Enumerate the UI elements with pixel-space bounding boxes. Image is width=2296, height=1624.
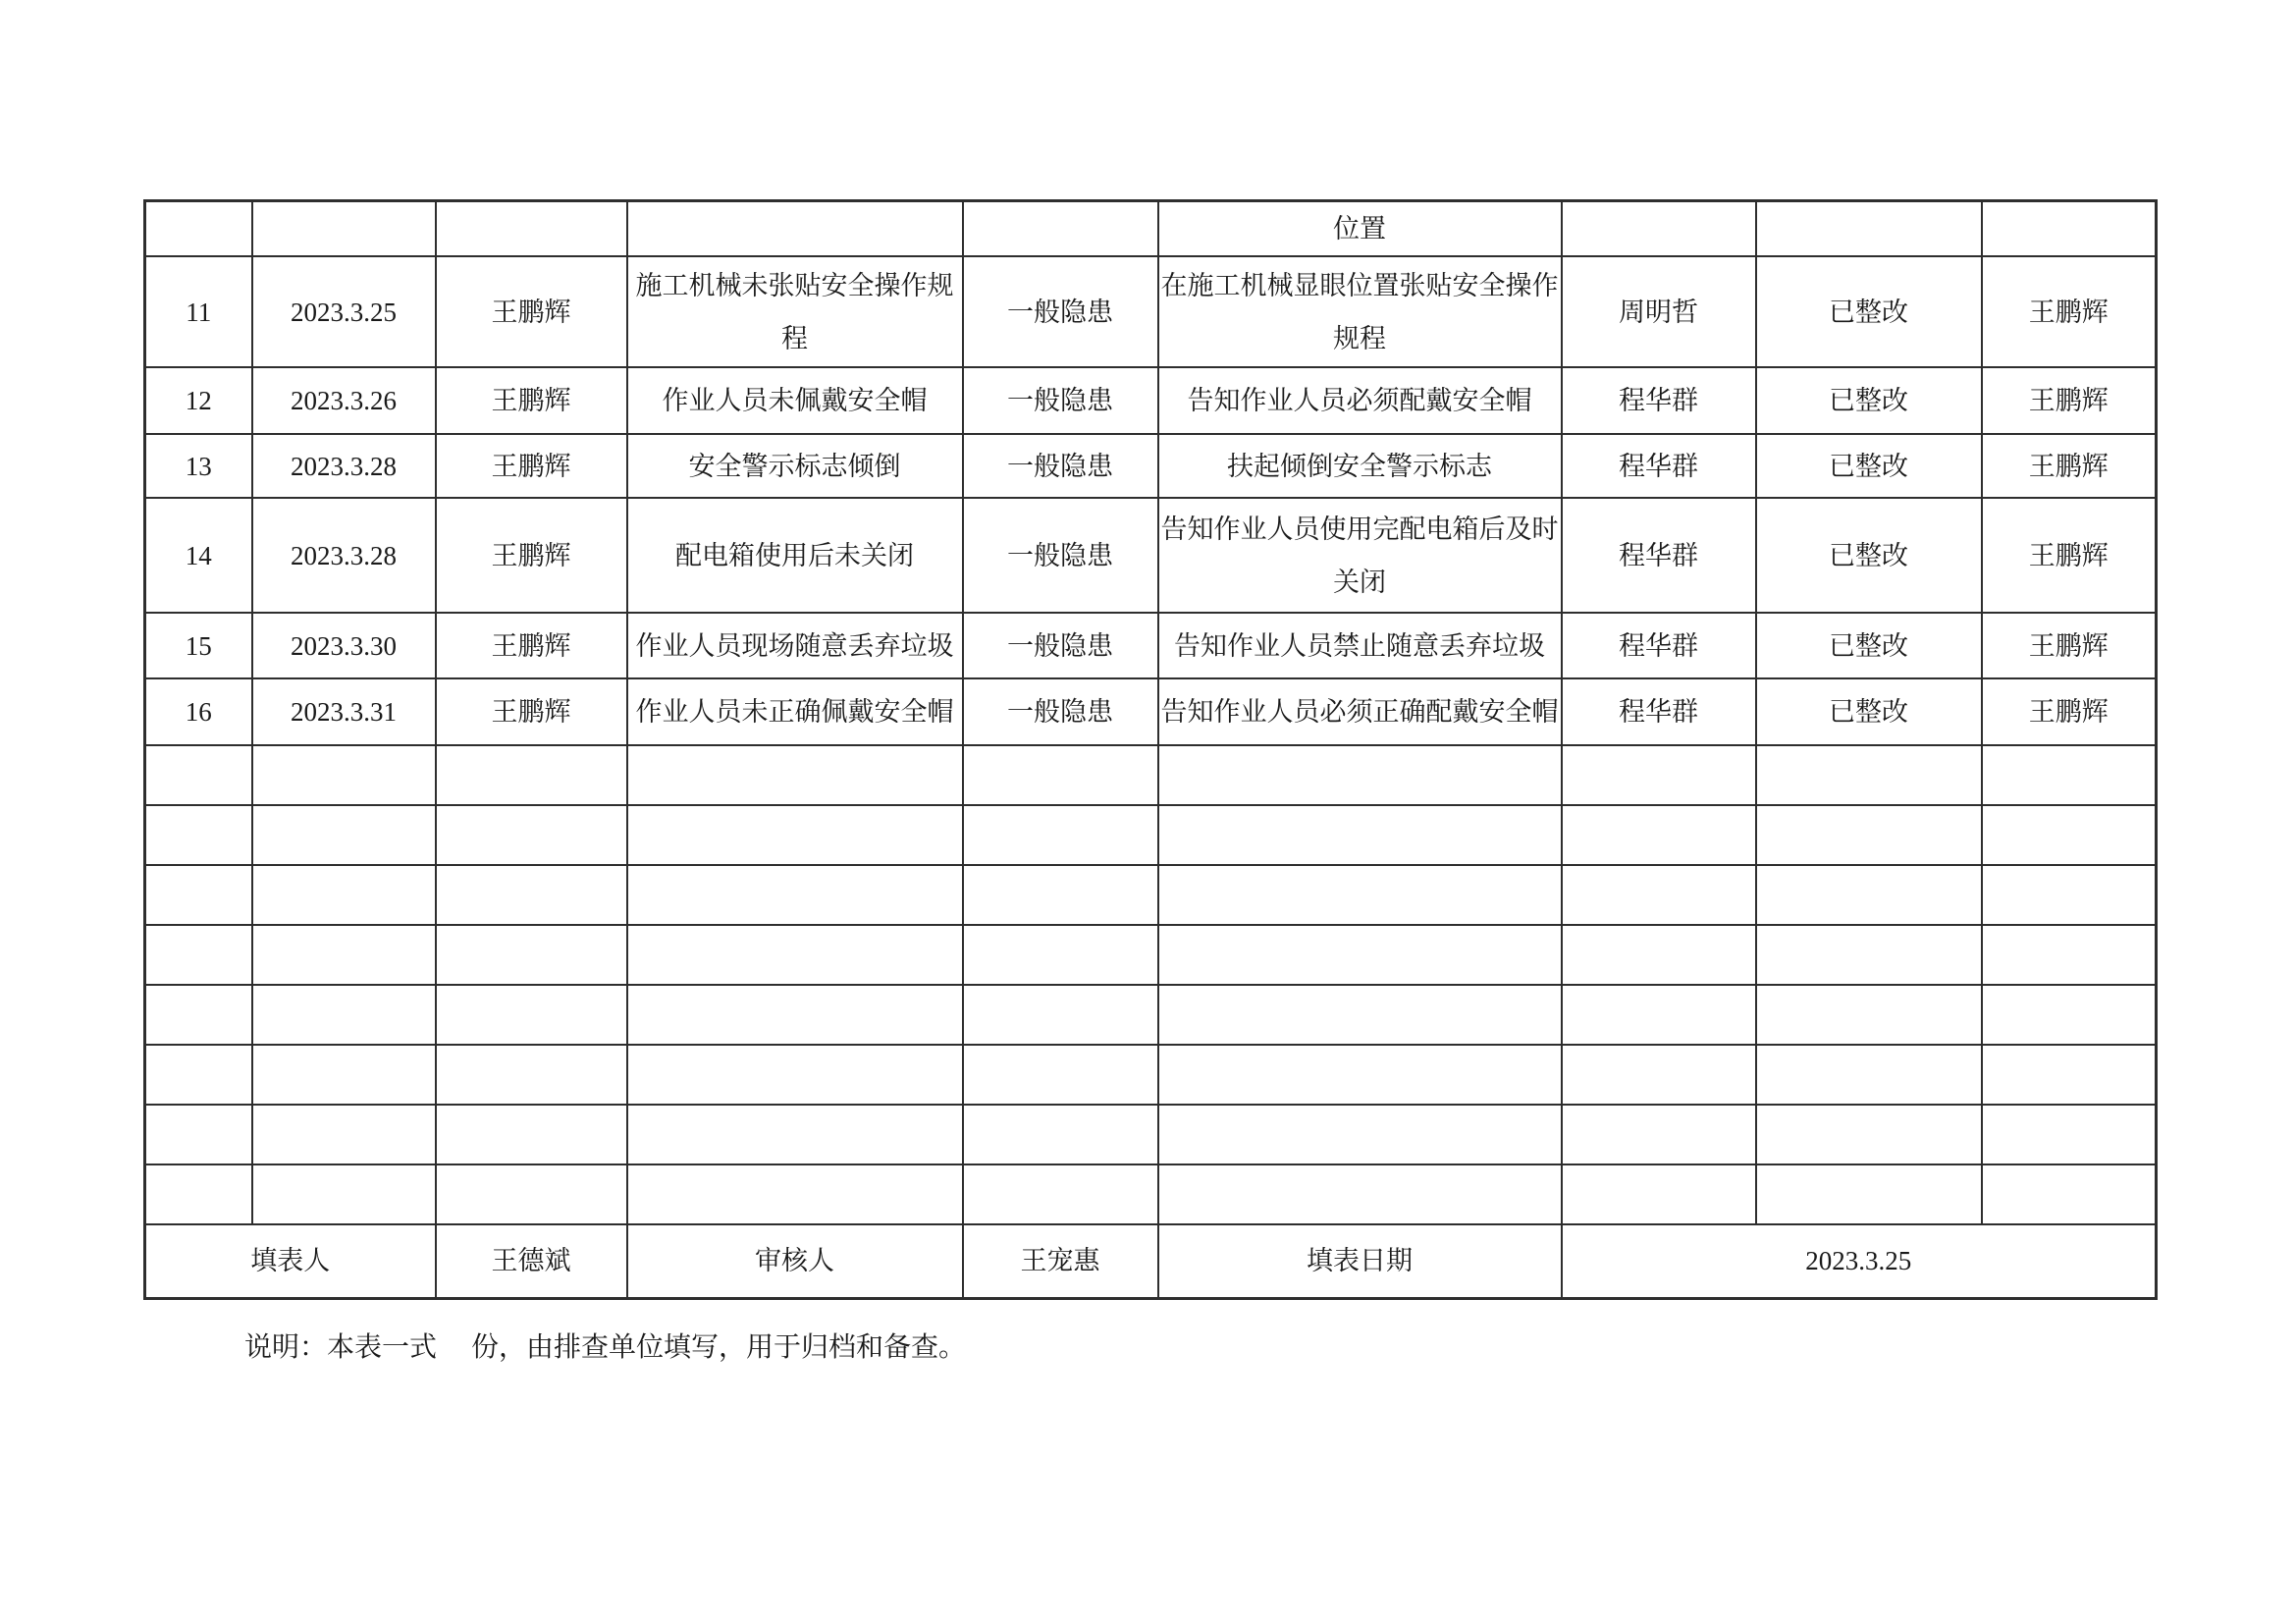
cell-hazard: 施工机械未张贴安全操作规程	[627, 256, 963, 367]
cell-date: 2023.3.28	[252, 434, 436, 498]
cell-measure: 扶起倾倒安全警示标志	[1158, 434, 1562, 498]
footer-reviewer-label: 审核人	[627, 1224, 963, 1298]
cell-status: 已整改	[1756, 678, 1982, 745]
cell-date: 2023.3.28	[252, 498, 436, 613]
header-cell-empty	[252, 201, 436, 257]
cell-inspector: 王鹏辉	[436, 367, 627, 434]
footer-filler-label: 填表人	[145, 1224, 436, 1298]
cell-inspector: 王鹏辉	[436, 613, 627, 678]
cell-measure: 告知作业人员禁止随意丢弃垃圾	[1158, 613, 1562, 678]
cell-inspector: 王鹏辉	[436, 256, 627, 367]
table-row-empty	[145, 805, 2157, 865]
cell-measure: 告知作业人员使用完配电箱后及时关闭	[1158, 498, 1562, 613]
cell-level: 一般隐患	[963, 678, 1158, 745]
table-row-empty	[145, 985, 2157, 1045]
cell-responsible: 程华群	[1562, 678, 1756, 745]
cell-date: 2023.3.26	[252, 367, 436, 434]
cell-level: 一般隐患	[963, 367, 1158, 434]
cell-inspector: 王鹏辉	[436, 678, 627, 745]
table-row	[145, 434, 2157, 498]
table-row	[145, 498, 2157, 613]
footer-reviewer-value: 王宠惠	[963, 1224, 1158, 1298]
cell-level: 一般隐患	[963, 256, 1158, 367]
table-row-empty	[145, 1164, 2157, 1224]
table-row	[145, 256, 2157, 367]
cell-responsible: 程华群	[1562, 367, 1756, 434]
form-note: 说明：本表一式 份，由排查单位填写，用于归档和备查。	[244, 1332, 967, 1363]
cell-responsible: 程华群	[1562, 434, 1756, 498]
table-row-empty	[145, 925, 2157, 985]
header-cell-empty	[1562, 201, 1756, 257]
cell-level: 一般隐患	[963, 498, 1158, 613]
cell-hazard: 作业人员现场随意丢弃垃圾	[627, 613, 963, 678]
cell-verifier: 王鹏辉	[1982, 256, 2157, 367]
cell-level: 一般隐患	[963, 613, 1158, 678]
header-cell-empty	[963, 201, 1158, 257]
cell-hazard: 作业人员未佩戴安全帽	[627, 367, 963, 434]
cell-status: 已整改	[1756, 367, 1982, 434]
cell-hazard: 安全警示标志倾倒	[627, 434, 963, 498]
header-cell-empty	[145, 201, 252, 257]
cell-no: 13	[145, 434, 252, 498]
table-row	[145, 678, 2157, 745]
header-cell-empty	[627, 201, 963, 257]
cell-no: 12	[145, 367, 252, 434]
cell-status: 已整改	[1756, 256, 1982, 367]
cell-measure: 告知作业人员必须正确配戴安全帽	[1158, 678, 1562, 745]
cell-inspector: 王鹏辉	[436, 434, 627, 498]
cell-date: 2023.3.31	[252, 678, 436, 745]
header-cell-location: 位置	[1158, 201, 1562, 257]
footer-date-label: 填表日期	[1158, 1224, 1562, 1298]
header-cell-empty	[436, 201, 627, 257]
cell-measure: 告知作业人员必须配戴安全帽	[1158, 367, 1562, 434]
cell-responsible: 周明哲	[1562, 256, 1756, 367]
cell-no: 16	[145, 678, 252, 745]
cell-verifier: 王鹏辉	[1982, 367, 2157, 434]
footer-date-value: 2023.3.25	[1562, 1224, 2157, 1298]
cell-no: 11	[145, 256, 252, 367]
header-cell-empty	[1982, 201, 2157, 257]
table-row	[145, 367, 2157, 434]
cell-responsible: 程华群	[1562, 613, 1756, 678]
header-cell-empty	[1756, 201, 1982, 257]
cell-no: 14	[145, 498, 252, 613]
cell-date: 2023.3.25	[252, 256, 436, 367]
cell-no: 15	[145, 613, 252, 678]
cell-verifier: 王鹏辉	[1982, 678, 2157, 745]
table-row	[145, 613, 2157, 678]
cell-measure: 在施工机械显眼位置张贴安全操作规程	[1158, 256, 1562, 367]
cell-hazard: 作业人员未正确佩戴安全帽	[627, 678, 963, 745]
hazard-record-table	[143, 199, 2158, 1300]
table-row-empty	[145, 1105, 2157, 1164]
table-row-empty	[145, 745, 2157, 805]
cell-hazard: 配电箱使用后未关闭	[627, 498, 963, 613]
cell-inspector: 王鹏辉	[436, 498, 627, 613]
table-row-empty	[145, 1045, 2157, 1105]
table-header-partial-row	[145, 201, 2157, 257]
cell-status: 已整改	[1756, 434, 1982, 498]
table-footer-row	[145, 1224, 2157, 1298]
cell-verifier: 王鹏辉	[1982, 498, 2157, 613]
footer-filler-value: 王德斌	[436, 1224, 627, 1298]
cell-status: 已整改	[1756, 498, 1982, 613]
cell-verifier: 王鹏辉	[1982, 613, 2157, 678]
cell-status: 已整改	[1756, 613, 1982, 678]
cell-responsible: 程华群	[1562, 498, 1756, 613]
cell-date: 2023.3.30	[252, 613, 436, 678]
cell-verifier: 王鹏辉	[1982, 434, 2157, 498]
cell-level: 一般隐患	[963, 434, 1158, 498]
table-row-empty	[145, 865, 2157, 925]
